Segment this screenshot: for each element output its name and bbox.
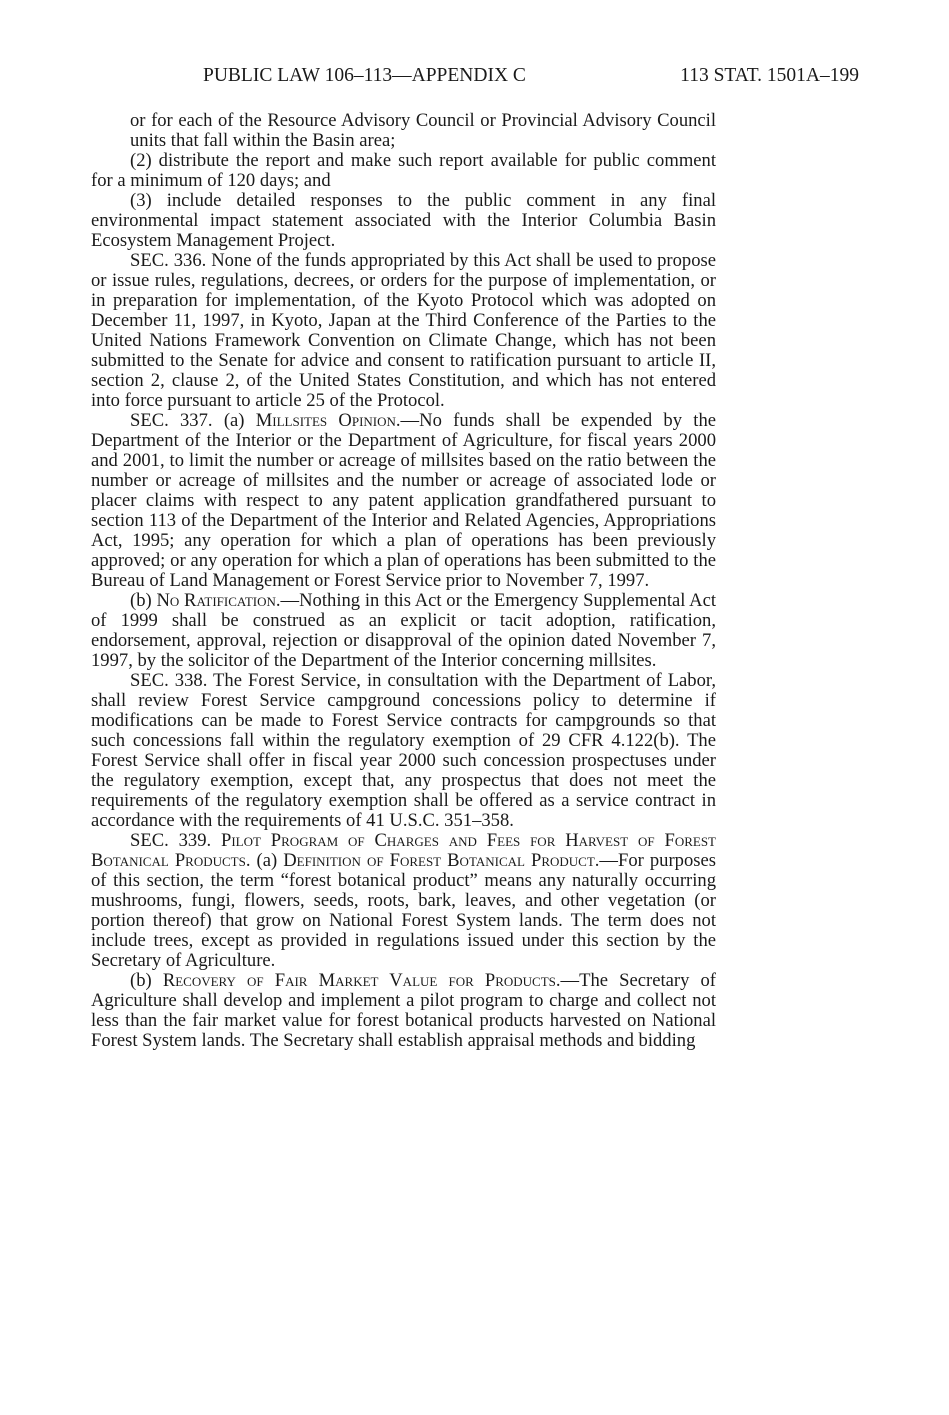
section-label: SEC. 336.: [130, 250, 207, 271]
subsection-text: .—For purposes of this section, the term “forest botanical product” means any naturally occurring mushrooms, fungi, flowers, seeds, roots, bark, leaves, and other vegetation (or portion thereof) that grow on National Forest System lands. The term does not include trees, except as provided in regulations issued under this section by the Secretary of Agriculture.: [91, 850, 716, 971]
section-heading: Pilot Program of Charges and Fees for Harvest of Forest Botanical Products: [91, 830, 716, 871]
subsection-heading: Millsites Opinion: [255, 410, 396, 431]
section-338: [91, 671, 716, 831]
section-label: SEC. 339.: [130, 830, 212, 851]
running-head-page-number: 113 STAT. 1501A–199: [680, 65, 859, 86]
section-text: The Forest Service, in consultation with the Department of Labor, shall review Forest Service campground concessions policy to determine if modifications can be made to Forest Service contracts for campgrounds so that such concessions fall within the regulatory exemption of 29 CFR 4.122(b). The Forest Service shall offer in fiscal year 2000 such concession prospectuses under the regulatory exemption, except that, any prospectus that does not meet the requirements of the regulatory exemption shall be offered as a service contract in accordance with the requirements of 41 U.S.C. 351–358.: [91, 670, 717, 831]
subsection-text: .—Nothing in this Act or the Emergency Supplemental Act of 1999 shall be construed as an explicit or tacit adoption, ratification, endorsement, approval, rejection or disapproval of the opinion dated November 7, 1997, by the solicitor of the Department of the Interior concerning millsites.: [91, 590, 716, 671]
paragraph-text: or for each of the Resource Advisory Council or Provincial Advisory Council units that fall within the Basin area;: [130, 110, 716, 151]
paragraph-continued: [130, 111, 716, 151]
paragraph-text: (3) include detailed responses to the public comment in any final environmental impact statement associated with the Interior Columbia Basin Ecosystem Management Project.: [91, 190, 716, 251]
subsection-number: (a): [212, 410, 256, 431]
subsection-heading: No Ratification: [156, 590, 276, 611]
section-339-b: [91, 971, 716, 1051]
section-336: [91, 251, 716, 411]
paragraph-item-2: [91, 151, 716, 191]
subsection-text: .—The Secretary of Agriculture shall develop and implement a pilot program to charge and collect not less than the fair market value for forest botanical products harvested on National Forest System lands. The Secretary shall establish appraisal methods and bidding: [91, 970, 716, 1051]
section-337-b: [91, 591, 716, 671]
subsection-heading: Recovery of Fair Market Value for Products: [162, 970, 556, 991]
subsection-number: (b): [130, 590, 157, 611]
paragraph-item-3: [91, 191, 716, 251]
subsection-heading: Definition of Forest Botanical Product: [283, 850, 595, 871]
section-text: None of the funds appropriated by this Act shall be used to propose or issue rules, regulations, decrees, or orders for the purpose of implementation, or in preparation for implementation, of the Kyoto Protocol which was adopted on December 11, 1997, in Kyoto, Japan at the Third Conference of the Parties to the United Nations Framework Convention on Climate Change, which has not been submitted to the Senate for advice and consent to ratification pursuant to article II, section 2, clause 2, of the United States Constitution, and which has not entered into force pursuant to article 25 of the Protocol.: [91, 250, 717, 411]
body-text: [91, 111, 716, 1051]
subsection-text: .—No funds shall be expended by the Department of the Interior or the Department of Agriculture, for fiscal years 2000 and 2001, to limit the number or acreage of millsites based on the ratio between the number or acreage of millsites and the number or acreage of associated lode or placer claims with respect to any patent application grandfathered pursuant to section 113 of the Department of the Interior and Related Agencies, Appropriations Act, 1995; any operation for which a plan of operations has been previously approved; or any operation for which a plan of operations has been submitted to the Bureau of Land Management or Forest Service prior to November 7, 1997.: [91, 410, 717, 591]
subsection-number: . (a): [245, 850, 284, 871]
subsection-number: (b): [130, 970, 163, 991]
paragraph-text: (2) distribute the report and make such report available for public comment for a minimum of 120 days; and: [91, 150, 716, 191]
running-head-title: PUBLIC LAW 106–113—APPENDIX C: [203, 65, 526, 86]
section-label: SEC. 338.: [130, 670, 208, 691]
section-337-a: [91, 411, 716, 591]
section-label: SEC. 337.: [130, 410, 213, 431]
section-339-a: [91, 831, 716, 971]
